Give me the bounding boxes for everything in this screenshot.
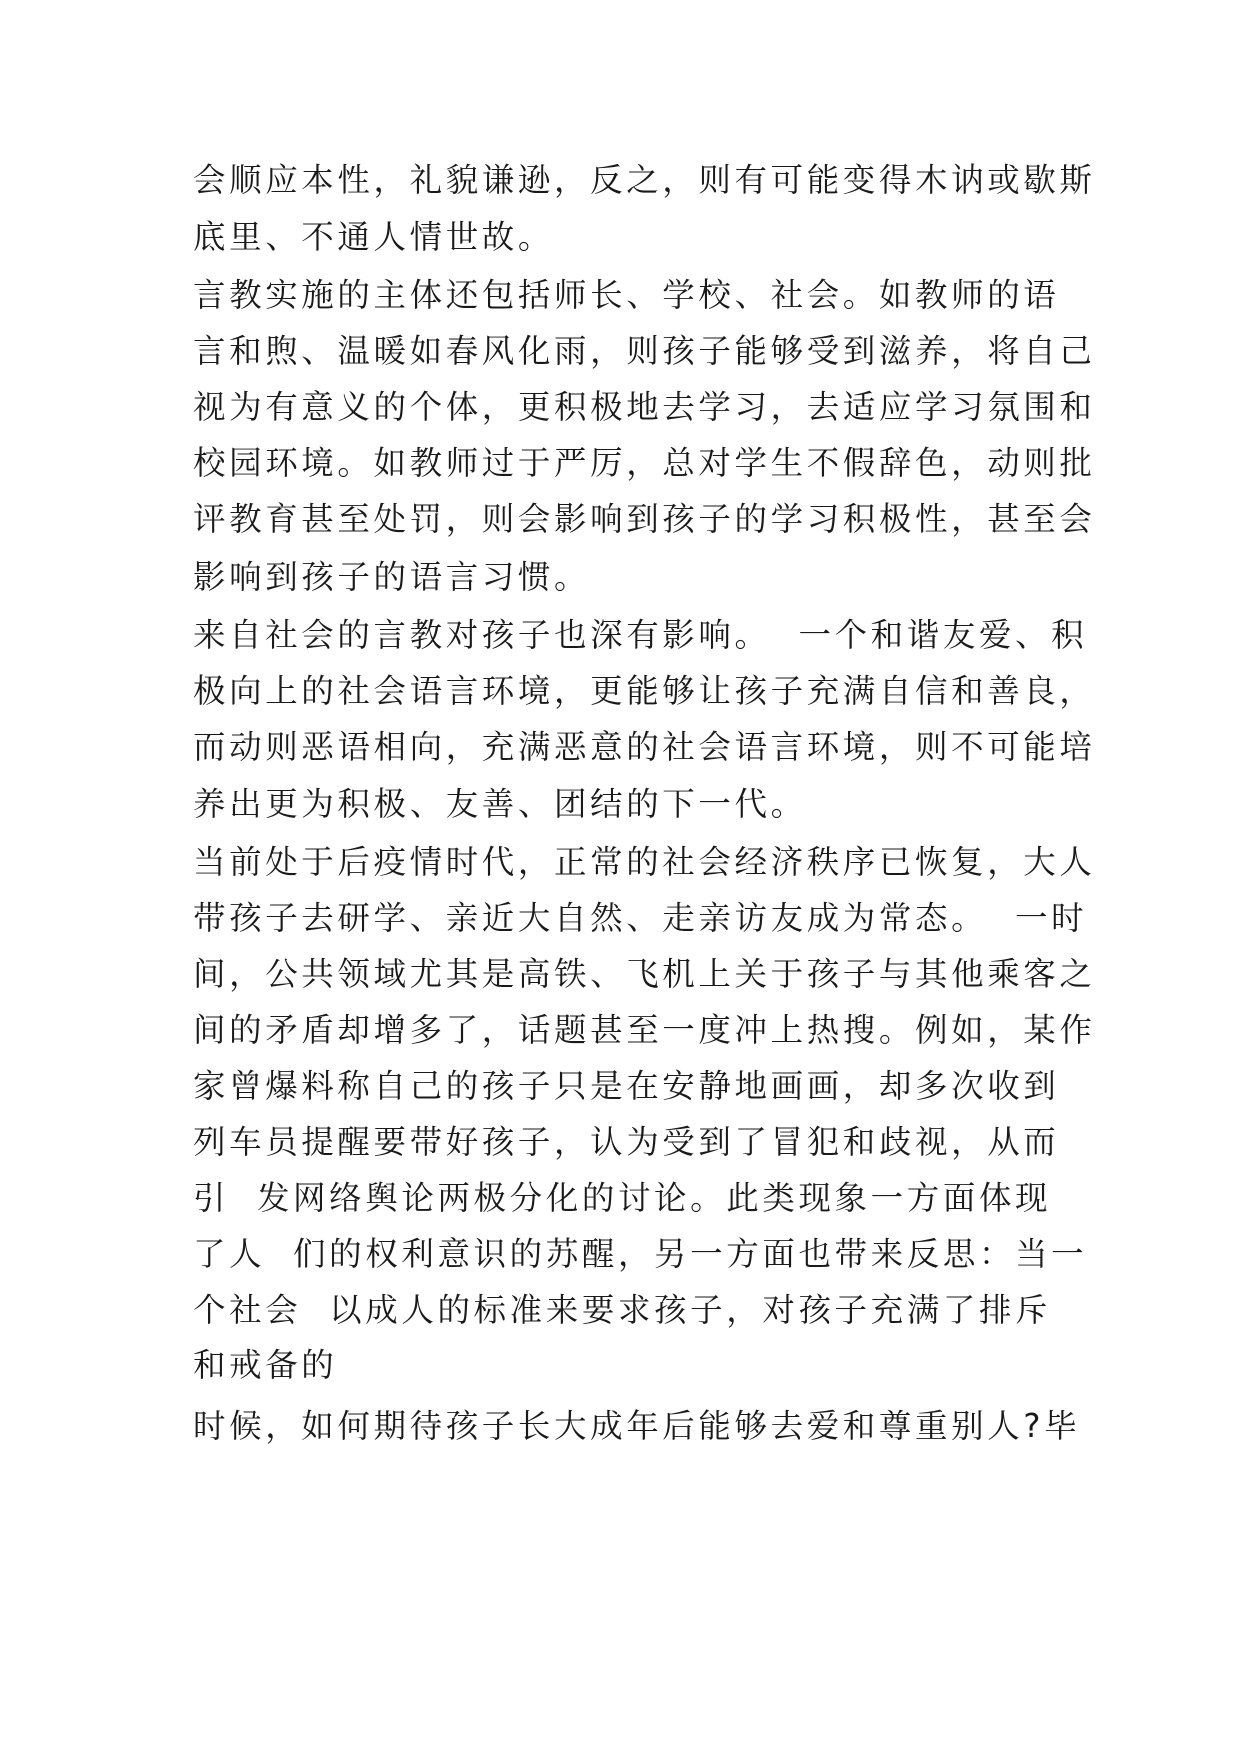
text-line: 当前处于后疫情时代，正常的社会经济秩序已恢复，大人 bbox=[193, 843, 1096, 881]
text-line: 底里、不通人情世故。 bbox=[193, 218, 555, 256]
text-line: 间的矛盾却增多了，话题甚至一度冲上热搜。例如，某作 bbox=[193, 1011, 1096, 1049]
text-line: 了人 们的权利意识的苏醒，另一方面也带来反思：当一 bbox=[193, 1235, 1088, 1273]
text-line: 引 发网络舆论两极分化的讨论。此类现象一方面体现 bbox=[193, 1179, 1052, 1217]
text-line: 极向上的社会语言环境，更能够让孩子充满自信和善良， bbox=[193, 672, 1096, 710]
text-line: 视为有意义的个体，更积极地去学习，去适应学习氛围和 bbox=[193, 388, 1096, 426]
text-line: 而动则恶语相向，充满恶意的社会语言环境，则不可能培 bbox=[193, 728, 1096, 766]
text-line: 间，公共领域尤其是高铁、飞机上关于孩子与其他乘客之 bbox=[193, 955, 1096, 993]
text-line: 带孩子去研学、亲近大自然、走亲访友成为常态。 一时 bbox=[193, 899, 1088, 937]
text-line: 来自社会的言教对孩子也深有影响。 一个和谐友爱、积 bbox=[193, 616, 1088, 654]
text-line: 养出更为积极、友善、团结的下一代。 bbox=[193, 785, 807, 823]
text-line: 影响到孩子的语言习惯。 bbox=[193, 558, 591, 596]
text-line: 家曾爆料称自己的孩子只是在安静地画画，却多次收到 bbox=[193, 1067, 1060, 1105]
text-line: 言和煦、温暖如春风化雨，则孩子能够受到滋养，将自己 bbox=[193, 332, 1096, 370]
text-line: 会顺应本性，礼貌谦逊，反之，则有可能变得木讷或歇斯 bbox=[193, 161, 1096, 199]
text-line: 和戒备的 bbox=[193, 1346, 338, 1384]
text-line: 校园环境。如教师过于严厉，总对学生不假辞色，动则批 bbox=[193, 444, 1096, 482]
text-line: 个社会 以成人的标准来要求孩子，对孩子充满了排斥 bbox=[193, 1291, 1052, 1329]
text-line: 列车员提醒要带好孩子，认为受到了冒犯和歧视，从而 bbox=[193, 1123, 1060, 1161]
text-line: 言教实施的主体还包括师长、学校、社会。如教师的语 bbox=[193, 276, 1060, 314]
text-line: 评教育甚至处罚，则会影响到孩子的学习积极性，甚至会 bbox=[193, 500, 1096, 538]
text-line: 时候，如何期待孩子长大成年后能够去爱和尊重别人?毕 bbox=[193, 1407, 1081, 1445]
